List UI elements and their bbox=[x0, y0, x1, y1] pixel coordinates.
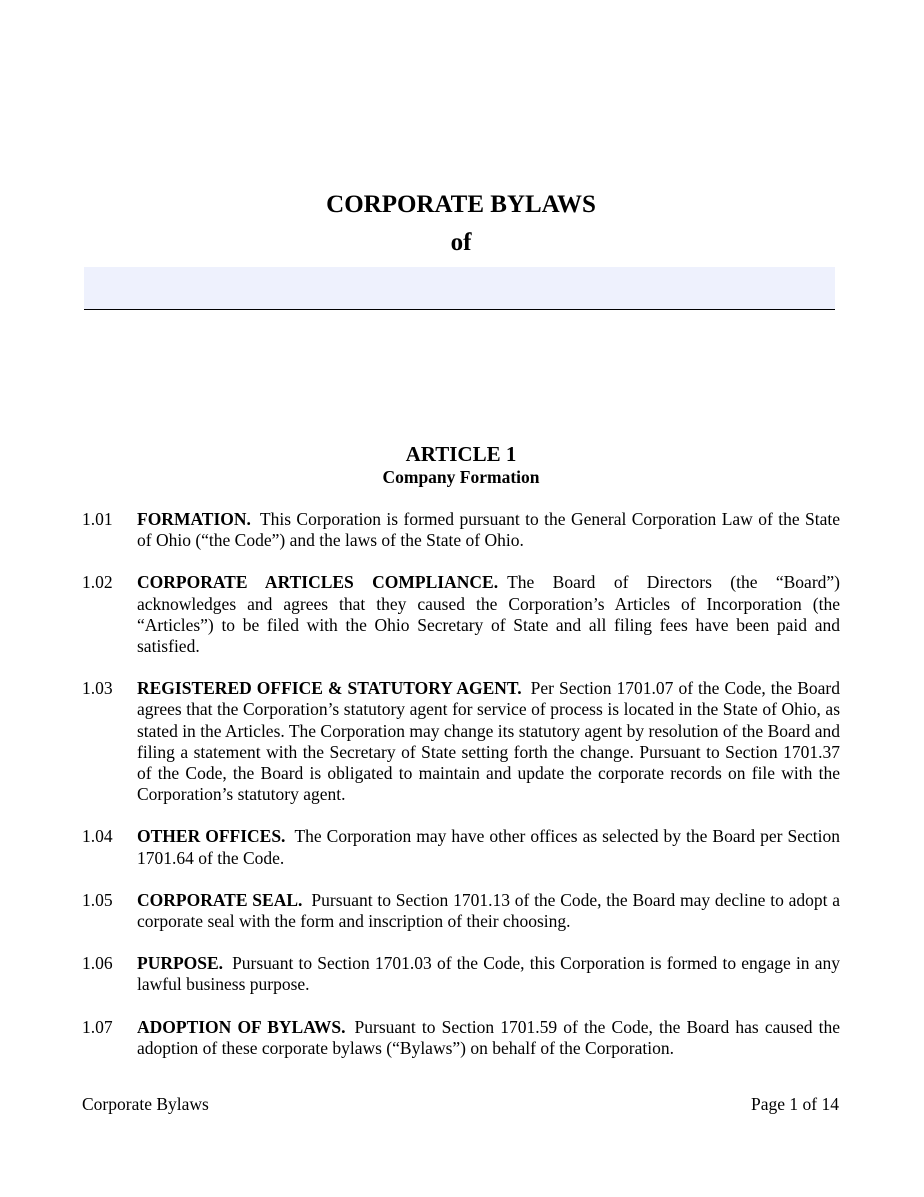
section-heading: REGISTERED OFFICE & STATUTORY AGENT. bbox=[137, 678, 522, 699]
footer-page-number: Page 1 of 14 bbox=[751, 1094, 839, 1114]
section-text: Pursuant to Section 1701.03 of the Code, this Corporation is formed to engage in any lawful business purpose. bbox=[137, 953, 840, 995]
section-text: The Board of Directors (the “Board”) acknowledges and agrees that they caused the Corporation’s Articles of Incorporation (the “Articles”) to be filed with the Ohio Secretary of State and all filing fees have been paid and satisfied. bbox=[137, 572, 840, 657]
section-body bbox=[137, 509, 840, 551]
section-text: Pursuant to Section 1701.13 of the Code, the Board may decline to adopt a corporate seal with the form and inscription of their choosing. bbox=[137, 889, 841, 932]
sections-list bbox=[82, 509, 840, 1080]
section-number: 1.05 bbox=[82, 889, 113, 910]
section-1-03 bbox=[82, 678, 840, 805]
section-1-02 bbox=[82, 572, 840, 657]
article-subheading: Company Formation bbox=[382, 467, 540, 487]
section-text: Pursuant to Section 1701.59 of the Code, the Board has caused the adoption of these corporate bylaws (“Bylaws”) on behalf of the Corporation. bbox=[137, 1016, 840, 1058]
article-heading: ARTICLE 1 bbox=[405, 442, 517, 466]
section-text: This Corporation is formed pursuant to the General Corporation Law of the State of Ohio (“the Code”) and the laws of the State of Ohio. bbox=[137, 509, 840, 551]
document-title: CORPORATE BYLAWS bbox=[326, 191, 596, 218]
section-body bbox=[137, 678, 840, 805]
section-number: 1.04 bbox=[82, 826, 113, 847]
document-of-label: of bbox=[450, 229, 472, 256]
section-heading: PURPOSE. bbox=[137, 953, 224, 974]
company-name-field[interactable] bbox=[84, 267, 835, 310]
section-heading: FORMATION. bbox=[137, 509, 251, 529]
section-body bbox=[137, 572, 840, 657]
section-1-04 bbox=[82, 826, 840, 868]
section-number: 1.01 bbox=[82, 509, 113, 529]
section-1-01 bbox=[82, 509, 840, 551]
section-1-07 bbox=[82, 1017, 840, 1059]
section-heading: OTHER OFFICES. bbox=[137, 826, 286, 847]
section-number: 1.03 bbox=[82, 678, 113, 699]
section-body bbox=[137, 826, 840, 868]
footer-document-name: Corporate Bylaws bbox=[82, 1094, 209, 1114]
section-heading: ADOPTION OF BYLAWS. bbox=[137, 1016, 346, 1037]
section-text: The Corporation may have other offices as selected by the Board per Section 1701.64 of the Code. bbox=[137, 826, 841, 868]
section-1-06 bbox=[82, 953, 840, 995]
section-text: Per Section 1701.07 of the Code, the Board agrees that the Corporation’s statutory agent for service of process is located in the State of Ohio, as stated in the Articles. The Corporation may change its statutory agent by resolution of the Board and filing a statement with the Secretary of State setting forth the change. Pursuant to Section 1701.37 of the Code, the Board is obligated to maintain and update the corporate records on file with the Corporation’s statutory agent. bbox=[137, 678, 840, 805]
section-number: 1.02 bbox=[82, 572, 113, 593]
section-body bbox=[137, 1017, 840, 1059]
section-body bbox=[137, 953, 840, 995]
section-heading: CORPORATE SEAL. bbox=[137, 889, 303, 910]
section-number: 1.07 bbox=[82, 1016, 113, 1037]
section-1-05 bbox=[82, 890, 840, 932]
section-body bbox=[137, 890, 840, 932]
section-heading: CORPORATE ARTICLES COMPLIANCE. bbox=[137, 572, 499, 593]
section-number: 1.06 bbox=[82, 953, 113, 974]
